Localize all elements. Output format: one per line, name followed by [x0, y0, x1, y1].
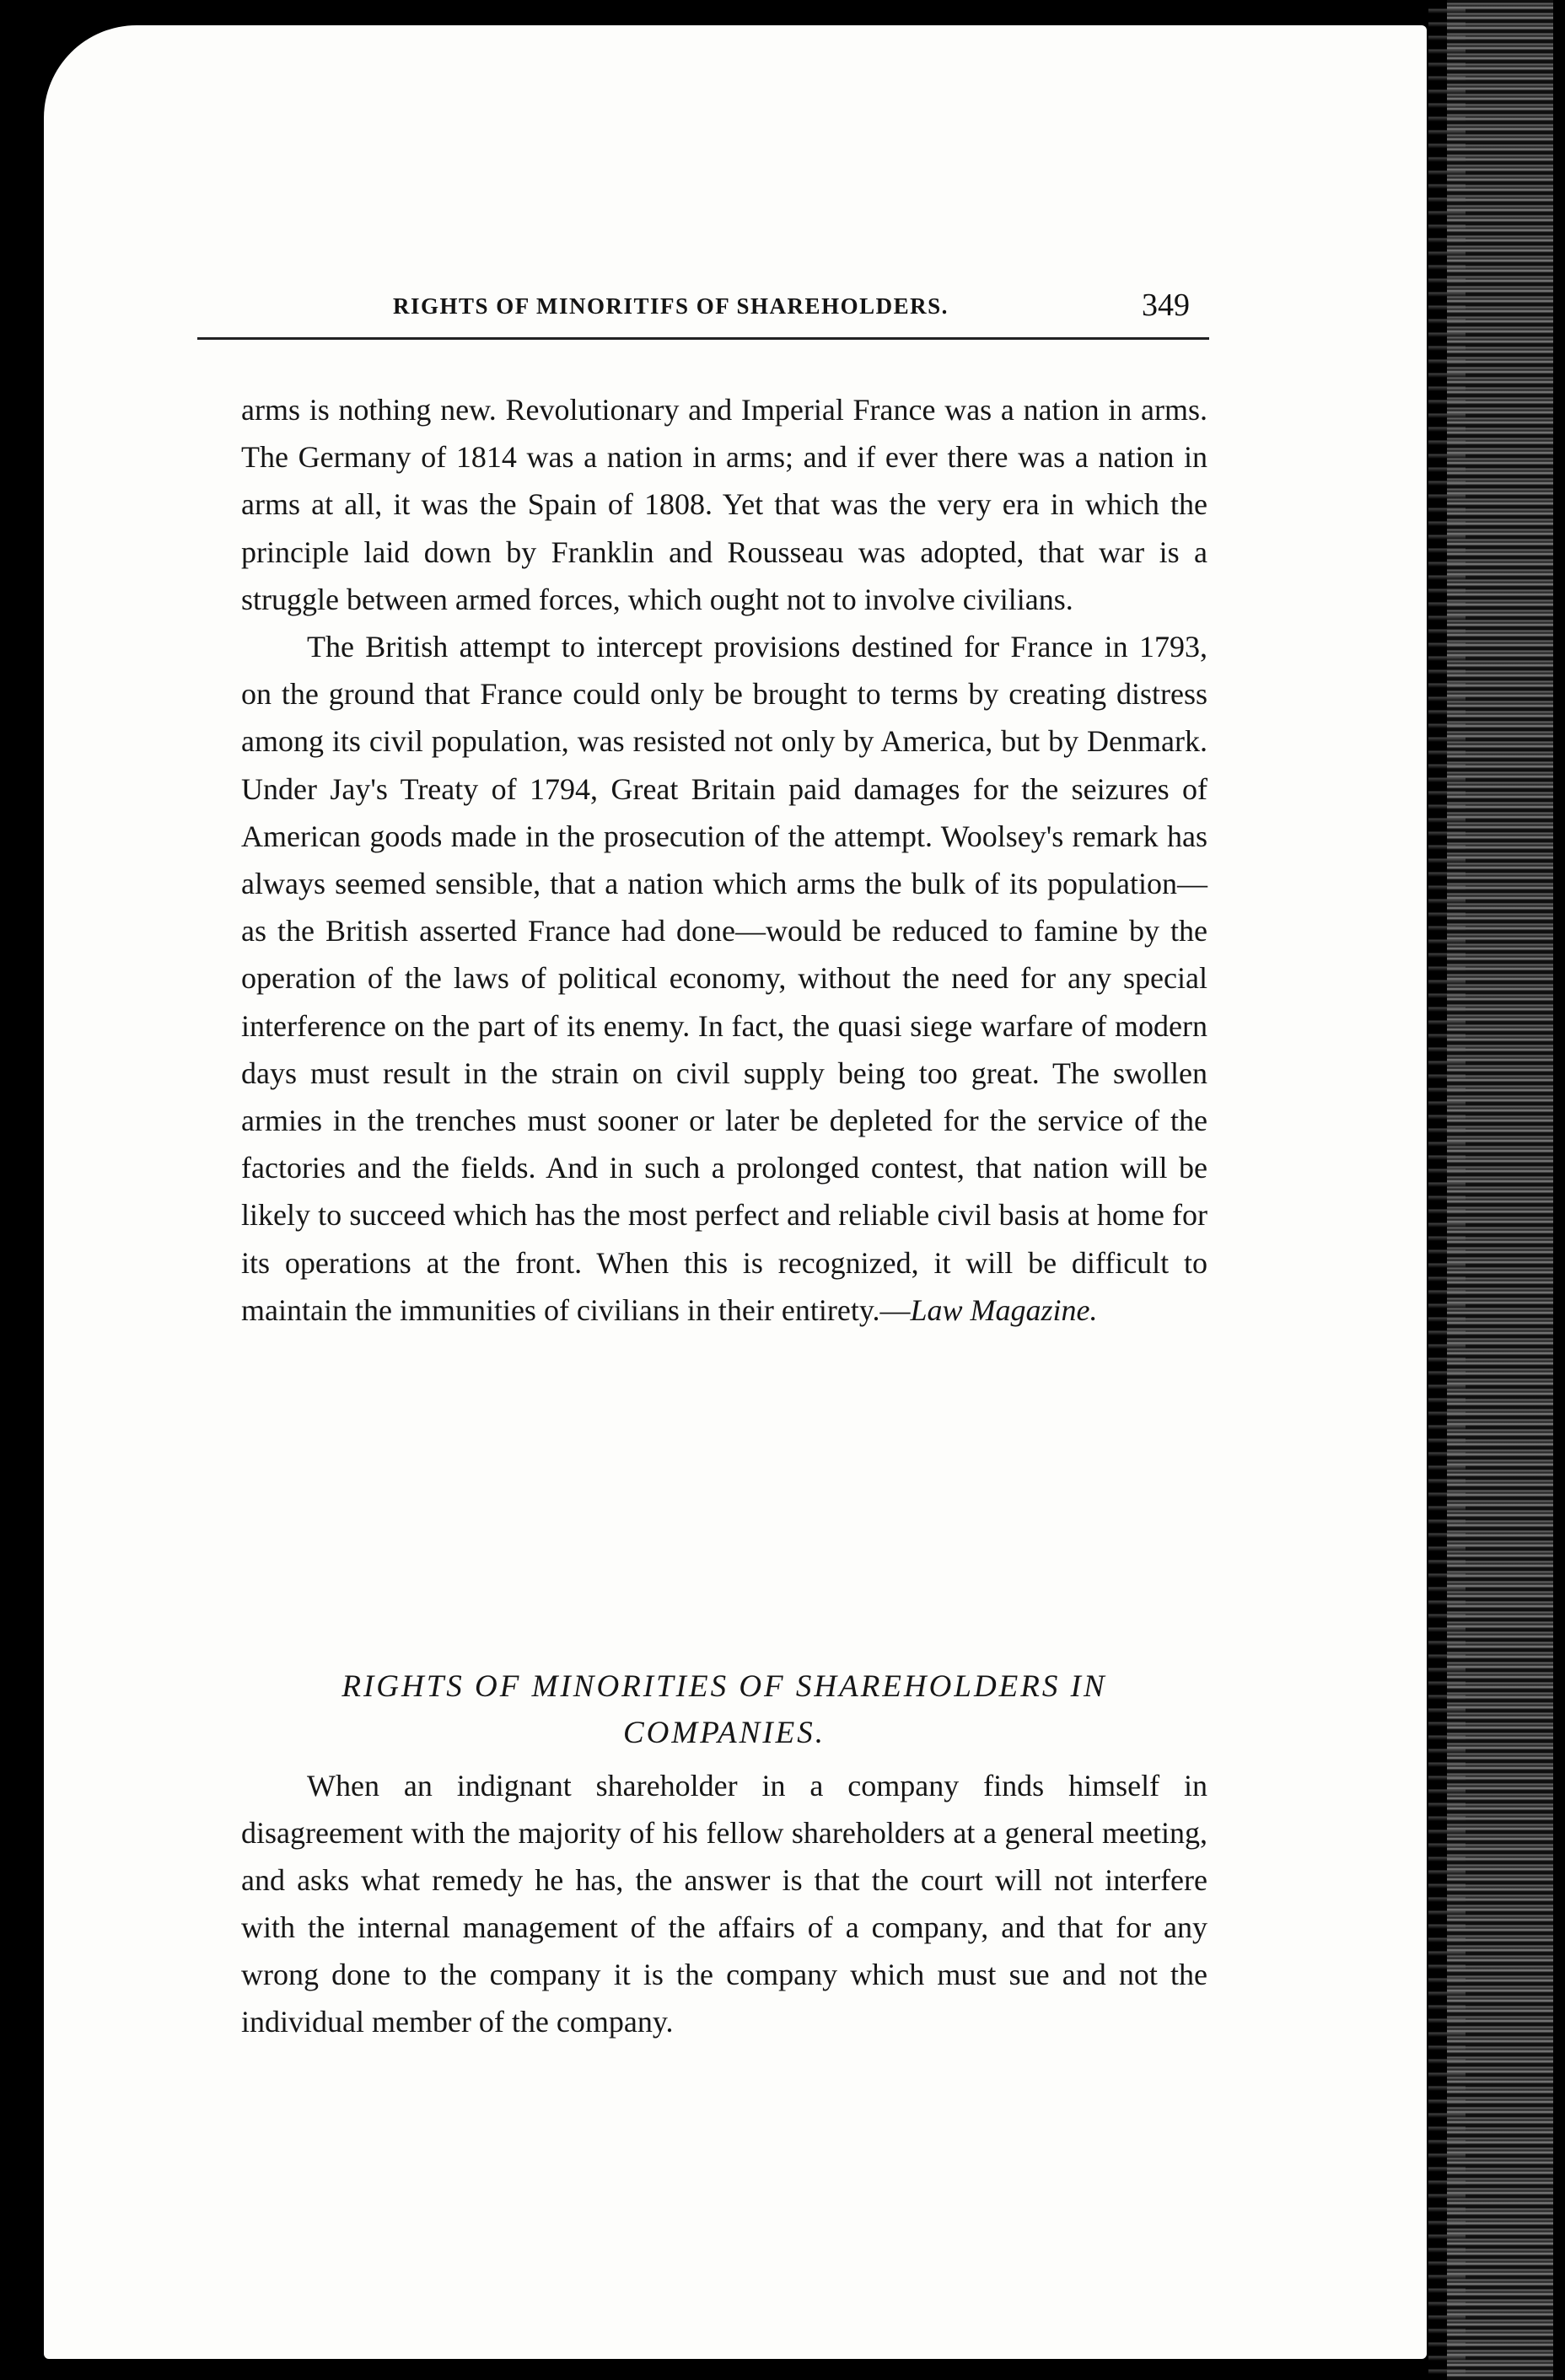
scan-edge-border	[1553, 0, 1565, 2380]
book-page	[44, 25, 1427, 2359]
scan-edge-artifact	[1447, 0, 1565, 2380]
running-title: RIGHTS OF MINORITIFS OF SHAREHOLDERS.	[393, 293, 949, 319]
paragraph: arms is nothing new. Revolutionary and Imperial France was a nation in arms. The Germany of 1814 was a nation in arms; and if ever there was a nation in arms at all, it was the Spain of 1808. Yet that was the very era in which the principle laid down by Franklin and Rousseau was adopted, that war is a struggle between armed forces, which ought not to involve civilians.	[241, 393, 1207, 616]
running-head	[197, 287, 1209, 336]
paragraph: When an indignant shareholder in a company finds himself in disagreement with the majority of his fellow shareholders at a general meeting, and asks what remedy he has, the answer is that the court will not interfere with the internal management of the affairs of a company, and that for any wrong done to the company it is the company which must sue and not the individual member of the company.	[241, 1769, 1207, 2039]
citation: Law Magazine.	[910, 1292, 1098, 1327]
paragraph	[241, 623, 1207, 1334]
section-text	[241, 1762, 1207, 2045]
body-text	[241, 386, 1207, 1334]
section-heading: RIGHTS OF MINORITIES OF SHAREHOLDERS IN COMPANIES.	[342, 1669, 1107, 1750]
paragraph-text: The British attempt to intercept provisions destined for France in 1793, on the ground that France could only be brought to terms by creating distress among its civil population, was resisted not only by America, but by Denmark. Under Jay's Treaty of 1794, Great Britain paid damages for the seizures of American goods made in the prosecution of the attempt. Woolsey's remark has always seemed sensible, that a nation which arms the bulk of its population—as the British asserted France had done—would be reduced to famine by the operation of the laws of political economy, without the need for any special interference on the part of its enemy. In fact, the quasi siege warfare of modern days must result in the strain on civil supply being too great. The swollen armies in the trenches must sooner or later be depleted for the service of the factories and the fields. And in such a prolonged contest, that nation will be likely to succeed which has the most perfect and reliable civil basis at home for its operations at the front. When this is recognized, it will be difficult to maintain the immunities of civilians in their entirety.—	[241, 630, 1207, 1327]
header-rule	[197, 337, 1209, 340]
page-number: 349	[1142, 287, 1190, 323]
